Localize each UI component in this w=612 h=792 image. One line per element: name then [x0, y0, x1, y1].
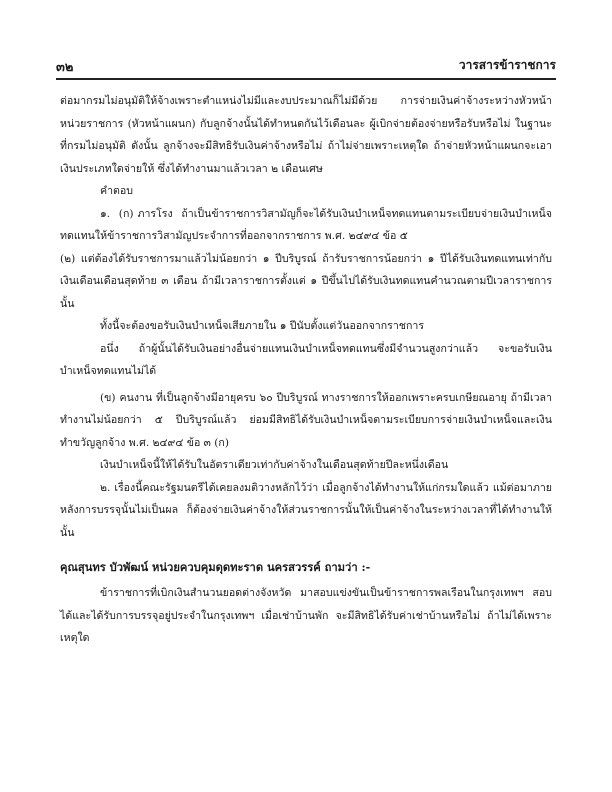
section-heading: คุณสุนทร บัวพัฒน์ หน่วยควบคุมดุดทะราด นครสวรรค์ ถามว่า :-: [60, 560, 371, 574]
question-paragraph: ต่อมากรมไม่อนุมัติให้จ้างเพราะตำแหน่งไม่มีและงบประมาณก็ไม่มีด้วย การจ่ายเงินค่าจ้างระหว่างหัวหน้าหน่วยราชการ (หัวหน้าแผนก) กับลูกจ้างนั้นได้ทำหนดกันไว้เดือนละ ผู้เบิกจ่ายต้องจ่ายหรือรับหรือไม่ ในฐานะที่กรมไม่อนุมัติ ดังนั้น ลูกจ้างจะมีสิทธิรับเงินค่าจ้างหรือไม่ ถ้าไม่จ่ายเพราะเหตุใด ถ้าจ่ายหัวหน้าแผนกจะเอาเงินประเภทใดจ่ายให้ ซึ่งได้ทำงานมาแล้วเวลา ๒ เดือนเศษ: [60, 95, 552, 175]
running-title: วารสารข้าราชการ: [458, 58, 556, 72]
answer-paragraph-6: เงินบำเหน็จนี้ให้ได้รับในอัตราเดียวเท่ากับค่าจ้างในเดือนสุดท้ายปีละหนึ่งเดือน: [100, 459, 449, 471]
item-number: ๒.: [100, 481, 111, 494]
page-number: ๓๒: [56, 60, 74, 75]
answer-paragraph-2: (๒) แต่ต้องได้รับราชการมาแล้วไม่น้อยกว่า ๑ ปีบริบูรณ์ ถ้ารับราชการน้อยกว่า ๑ ปีได้รับเงินทดแทนเท่ากับเงินเดือนเดือนสุดท้าย ๓ เดือน ถ้ามีเวลาราชการตั้งแต่ ๑ ปีขึ้นไปได้รับเงินทดแทนคำนวณตามปีเวลาราชการนั้น: [60, 252, 552, 310]
answer-paragraph-1: [60, 203, 552, 248]
answer-text-7: เรื่องนี้คณะรัฐมนตรีได้เคยลงมติวางหลักไว้ว่า เมื่อลูกจ้างได้ทำงานให้แก่กรมใดแล้ว แม้ต่อมาภายหลังการบรรจุนั้นไม่เป็นผล ก็ต้องจ่ายเงินค่าจ้างให้ส่วนราชการนั้นให้เป็นค่าจ้างในระหว่างเวลาที่ได้ทำงานให้นั้น: [60, 481, 552, 539]
answer-label: คำตอบ: [100, 185, 134, 197]
item-number: (ข): [100, 391, 116, 404]
page-header: [56, 56, 556, 74]
answer-text-5: คนงาน ที่เป็นลูกจ้างมีอายุครบ ๖๐ ปีบริบูรณ์ ทางราชการให้ออกเพราะครบเกษียณอายุ ถ้ามีเวลาทำงานไม่น้อยกว่า ๕ ปีบริบูรณ์แล้ว ย่อมมีสิทธิได้รับเงินบำเหน็จตามระเบียบการจ่ายเงินบำเหน็จและเงินทำขวัญลูกจ้าง พ.ศ. ๒๔๙๔ ข้อ ๓ (ก): [60, 391, 552, 449]
answer-paragraph-5: [60, 387, 552, 455]
answer-text-1: ภารโรง ถ้าเป็นข้าราชการวิสามัญก็จะได้รับเงินบำเหน็จทดแทนตามระเบียบจ่ายเงินบำเหน็จทดแทนให้ข้าราชการวิสามัญประจำการที่ออกจากราชการ พ.ศ. ๒๔๙๔ ข้อ ๕: [60, 207, 552, 242]
answer-paragraph-3: ทั้งนี้จะต้องขอรับเงินบำเหน็จเสียภายใน ๑ ปีนับตั้งแต่วันออกจากราชการ: [100, 320, 425, 332]
question-paragraph-2: ข้าราชการที่เบิกเงินสำนวนยอดต่างจังหวัด มาสอบแข่งขันเป็นข้าราชการพลเรือนในกรุงเทพฯ สอบได้และได้รับการบรรจุอยู่ประจำในกรุงเทพฯ เมื่อเช่าบ้านพัก จะมีสิทธิได้รับค่าเช่าบ้านหรือไม่ ถ้าไม่ได้เพราะเหตุใด: [60, 587, 552, 644]
item-number: ๑. (ก): [100, 207, 134, 220]
answer-paragraph-4: อนึ่ง ถ้าผู้นั้นได้รับเงินอย่างอื่นจ่ายแทนเงินบำเหน็จทดแทนซึ่งมีจำนวนสูงกว่าแล้ว จะขอรับเงินบำเหน็จทดแทนไม่ได้: [60, 342, 552, 377]
answer-paragraph-7: [60, 477, 552, 545]
header-rule: [56, 78, 556, 80]
page-body: [60, 90, 552, 650]
